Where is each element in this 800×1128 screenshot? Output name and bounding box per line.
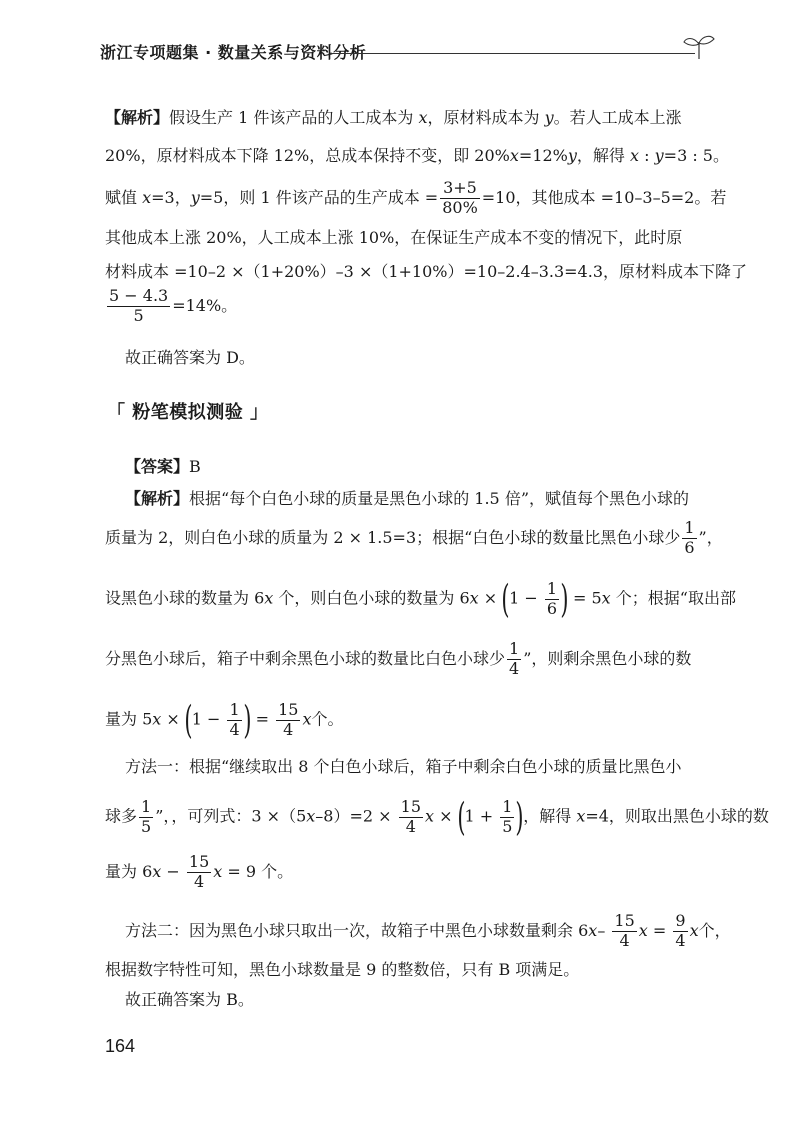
fraction: $\frac{15}{4}$: [614, 911, 635, 950]
q1-line-3: 赋值 x=3，y=5，则 1 件该产品的生产成本 = $\frac{3+5}{80\%}$ =10，其他成本 =10–3–5=2。若: [105, 178, 727, 217]
q2-line-3: 设黑色小球的数量为 6x 个，则白色小球的数量为 6x × (1 − $\frac{1}{6}$ ) = 5x 个；根据“取出部: [105, 577, 736, 621]
fraction: $\frac{1}{6}$: [684, 518, 695, 557]
q2-line-5: 量为 5x × (1 − $\frac{1}{4}$ ) = $\frac{15}{4}$ x个。: [105, 698, 344, 742]
fraction: $\frac{1}{6}$: [546, 578, 558, 618]
q2-line-4: 分黑色小球后，箱子中剩余黑色小球的数量比白色小球少 $\frac{1}{4}$ ”，则剩余黑色小球的数: [105, 639, 692, 678]
fraction: $\frac{1}{4}$: [229, 699, 240, 739]
section-title: 「 粉笔模拟测验 」: [107, 402, 269, 423]
q1-line-1: 【解析】假设生产 1 件该产品的人工成本为 x，原材料成本为 y。若人工成本上涨: [105, 108, 682, 127]
fraction: $\frac{15}{4}$: [278, 699, 299, 739]
fraction: $\frac{1}{5}$: [141, 796, 152, 836]
fraction: $\frac{15}{4}$: [188, 852, 210, 891]
page-number: 164: [105, 1036, 136, 1056]
fraction: $\frac{5 - 4.3}{5}$: [109, 286, 169, 325]
q1-line-4: 其他成本上涨 20%，人工成本上涨 10%，在保证生产成本不变的情况下，此时原: [105, 228, 683, 247]
q2-answer: 故正确答案为 B。: [125, 990, 254, 1009]
sprout-icon: [681, 34, 717, 60]
method2-line-1: 方法二：因为黑色小球只取出一次，故箱子中黑色小球数量剩余 6x– $\frac{15}{4}$ x = $\frac{9}{4}$ x个，: [125, 911, 731, 950]
fraction: $\frac{1}{5}$: [502, 796, 513, 836]
fraction: $\frac{1}{4}$: [509, 639, 520, 678]
method1-line-3: 量为 6x − $\frac{15}{4}$ x = 9 个。: [105, 852, 294, 891]
fraction: $\frac{9}{4}$: [675, 911, 686, 950]
analysis-tag: 【解析】: [125, 489, 190, 508]
q1-line-6: $\frac{5 - 4.3}{5}$ =14%。: [109, 286, 238, 325]
q1-line-5: 材料成本 =10–2 ×（1+20%）–3 ×（1+10%）=10–2.4–3.3=4.3，原材料成本下降了: [105, 262, 748, 281]
q2-line-1: 【解析】根据“每个白色小球的质量是黑色小球的 1.5 倍”，赋值每个黑色小球的: [125, 489, 689, 508]
method2-line-2: 根据数字特性可知，黑色小球数量是 9 的整数倍，只有 B 项满足。: [105, 960, 580, 979]
method1-line-1: 方法一：根据“继续取出 8 个白色小球后，箱子中剩余白色小球的质量比黑色小: [125, 757, 682, 776]
analysis-tag: 【解析】: [105, 108, 170, 127]
q2-line-2: 质量为 2，则白色小球的质量为 2 × 1.5=3；根据“白色小球的数量比黑色小球少 $\frac{1}{6}$ ”，: [105, 518, 723, 557]
header-rule: [330, 53, 695, 54]
fraction: $\frac{3+5}{80\%}$: [442, 178, 478, 217]
running-header-title: 浙江专项题集 · 数量关系与资料分析: [100, 43, 367, 62]
fraction: $\frac{15}{4}$: [400, 796, 421, 836]
answer-tag: 【答案】: [125, 457, 190, 476]
q1-line-2: 20%，原材料成本下降 12%，总成本保持不变，即 20%x=12%y，解得 x : y=3 : 5。: [105, 146, 729, 165]
method1-line-2: 球多 $\frac{1}{5}$ ”，，可列式：3 ×（5x–8）=2 × $\frac{15}{4}$ x × (1 + $\frac{1}{5}$ )，解得 x=4，则取出黑色小球的数: [105, 795, 769, 839]
q2-answer-line: 【答案】B: [125, 457, 201, 476]
q1-answer: 故正确答案为 D。: [125, 348, 255, 367]
